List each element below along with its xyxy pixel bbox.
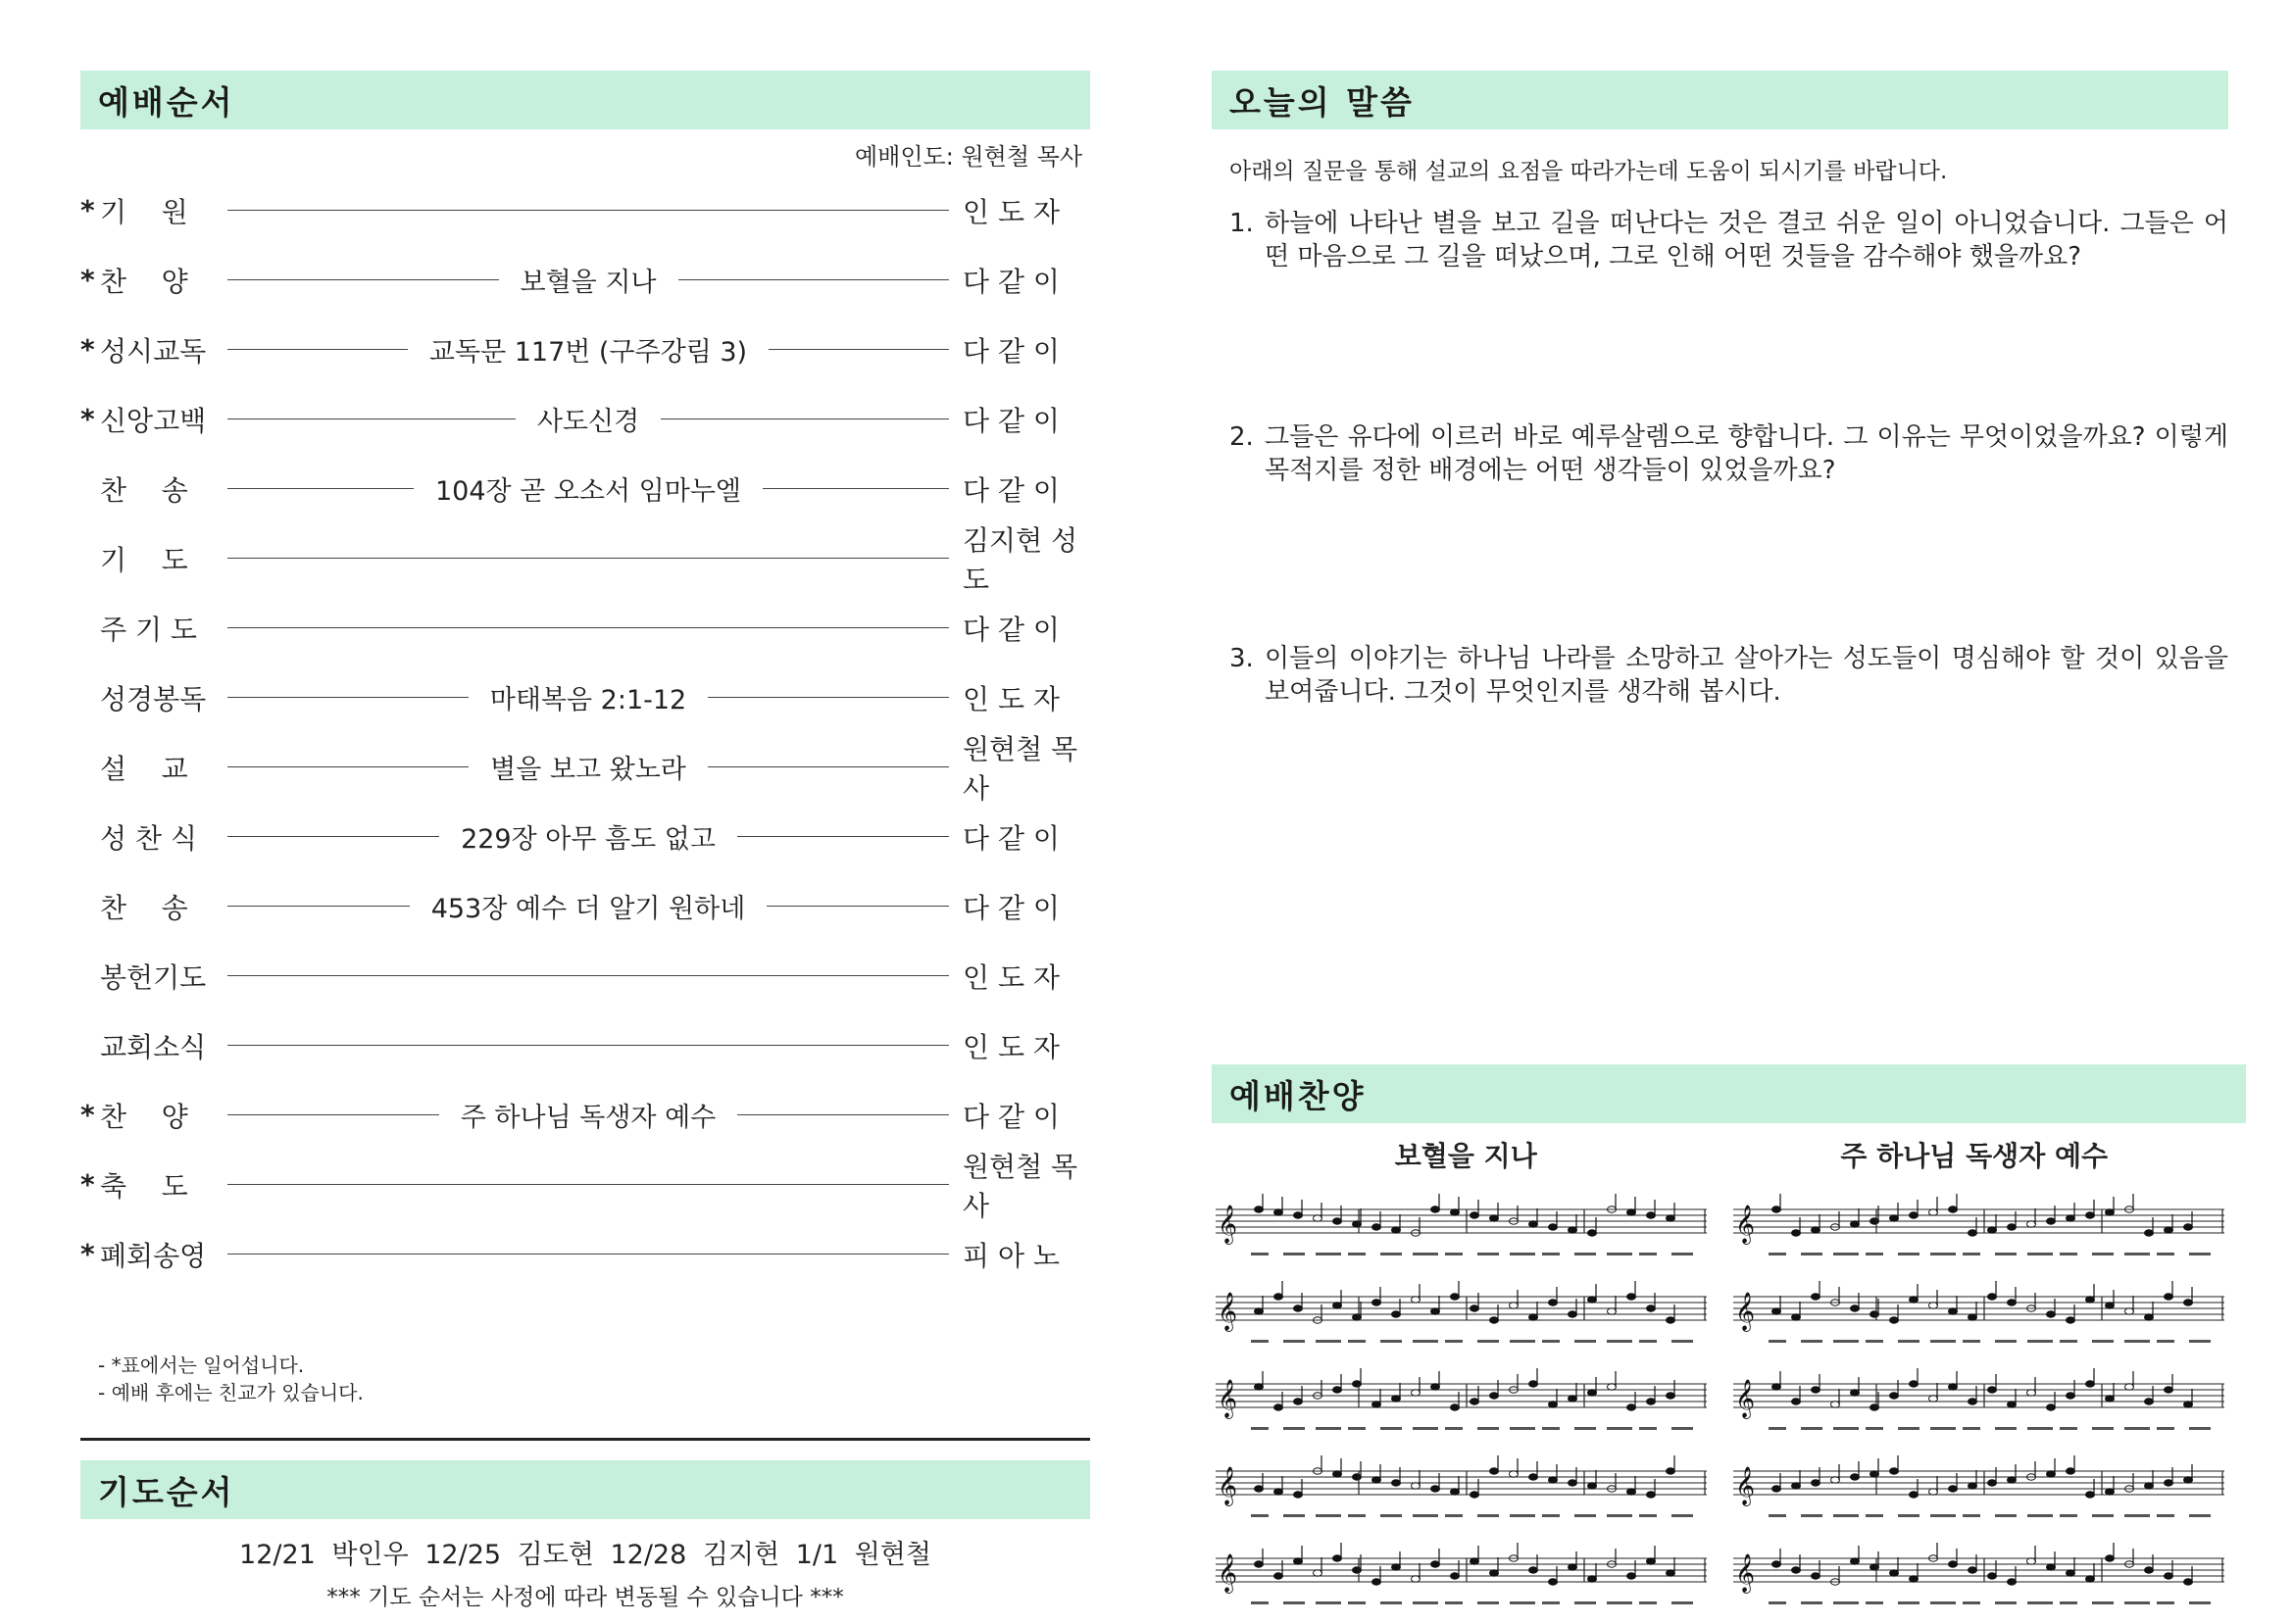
- standing-mark: *: [80, 1238, 95, 1270]
- worship-leader: 예배인도: 원현철 목사: [855, 143, 1082, 171]
- music-staff: [1729, 1537, 2228, 1624]
- treble-clef-icon: 𝄞: [1734, 1205, 1755, 1244]
- section-divider: [80, 1438, 1090, 1441]
- staff-line: [1212, 1275, 1712, 1362]
- order-item-detail: [210, 330, 963, 369]
- standing-mark: *: [80, 403, 95, 435]
- order-item-detail: [210, 975, 963, 976]
- leader-line: [227, 697, 469, 698]
- question-text: 그들은 유다에 이르러 바로 예루살렘으로 향합니다. 그 이유는 무엇이었을까요? 이렇게 목적지를 정한 배경에는 어떤 생각들이 있었을까요?: [1265, 422, 2228, 485]
- order-item-person: 다 같 이: [963, 265, 1060, 298]
- order-row: [80, 1219, 1090, 1289]
- leader-line: [227, 906, 410, 907]
- order-item-content: 사도신경: [536, 407, 640, 437]
- order-item-person: 인 도 자: [963, 195, 1060, 228]
- order-item-label: 폐회송영: [100, 1239, 207, 1272]
- hymn-title-1: 보혈을 지나: [1394, 1140, 1537, 1172]
- music-staff: [1212, 1275, 1711, 1362]
- order-row: [80, 175, 1090, 245]
- order-item-detail: [210, 469, 963, 508]
- leader-line: [227, 766, 469, 767]
- order-row: [80, 523, 1090, 596]
- treble-clef-icon: 𝄞: [1734, 1553, 1755, 1593]
- treble-clef-icon: 𝄞: [1218, 1553, 1238, 1593]
- staff-line: [1729, 1362, 2229, 1450]
- order-item-person: 인 도 자: [963, 682, 1060, 715]
- order-item-person: 다 같 이: [963, 1100, 1060, 1133]
- order-item-label: 성 찬 식: [100, 821, 197, 855]
- order-row: [80, 1150, 1090, 1222]
- order-row: [80, 663, 1090, 732]
- order-item-label: 신앙고백: [100, 404, 207, 437]
- order-row: [80, 1080, 1090, 1150]
- staff-line: [1212, 1450, 1712, 1537]
- question-1: [1229, 207, 2228, 273]
- prayer-order-header: 기도순서: [80, 1460, 1090, 1519]
- order-item-label: 교회소식: [100, 1030, 207, 1063]
- staff-line: [1212, 1537, 1712, 1624]
- order-item-content: 보혈을 지나: [520, 268, 657, 298]
- order-item-label: 찬 양: [100, 1100, 188, 1133]
- order-row: [80, 315, 1090, 384]
- order-item-detail: [210, 261, 963, 299]
- order-item-person: 다 같 이: [963, 891, 1060, 924]
- leader-line: [737, 1114, 949, 1115]
- order-row: [80, 802, 1090, 871]
- leader-line: [227, 836, 439, 837]
- leader-line: [227, 975, 949, 976]
- hymn-title-2: 주 하나님 독생자 예수: [1840, 1140, 2109, 1172]
- leader-line: [227, 418, 516, 419]
- order-item-label: 주 기 도: [100, 613, 197, 646]
- order-item-label: 봉헌기도: [100, 960, 207, 994]
- hymns-header: 예배찬양: [1212, 1064, 2246, 1123]
- order-item-label: 설 교: [100, 752, 188, 785]
- question-number: 3.: [1229, 644, 1254, 673]
- treble-clef-icon: 𝄞: [1218, 1379, 1238, 1418]
- order-item-label: 성경봉독: [100, 682, 207, 715]
- order-item-person: 다 같 이: [963, 473, 1060, 507]
- worship-notes: [80, 1352, 1090, 1406]
- question-number: 1.: [1229, 209, 1254, 238]
- standing-mark: *: [80, 1099, 95, 1131]
- order-item-content: 주 하나님 독생자 예수: [460, 1103, 717, 1133]
- order-row: [80, 941, 1090, 1010]
- leader-line: [708, 766, 949, 767]
- leader-line: [227, 210, 949, 211]
- staff-line: [1729, 1188, 2229, 1275]
- order-item-person: 인 도 자: [963, 1030, 1060, 1063]
- order-item-detail: [210, 1254, 963, 1255]
- staff-line: [1729, 1537, 2229, 1624]
- order-item-person: 원현철 목사: [963, 1150, 1078, 1222]
- order-item-person: 인 도 자: [963, 960, 1060, 994]
- order-item-content: 229장 아무 흠도 없고: [461, 824, 716, 855]
- order-item-content: 교독문 117번 (구주강림 3): [428, 337, 748, 368]
- standing-mark: *: [80, 194, 95, 226]
- order-item-content: 453장 예수 더 알기 원하네: [430, 894, 746, 924]
- sheet-music-1: [1212, 1188, 1712, 1624]
- question-text: 하늘에 나타난 별을 보고 길을 떠난다는 것은 결코 쉬운 일이 아니었습니다. 그들은 어떤 마음으로 그 길을 떠났으며, 그로 인해 어떤 것들을 감수해야 했을까요?: [1265, 209, 2228, 271]
- question-number: 2.: [1229, 422, 1254, 452]
- leader-line: [661, 418, 949, 419]
- order-item-label: 찬 송: [100, 473, 188, 507]
- order-item-label: 기 원: [100, 195, 188, 228]
- treble-clef-icon: 𝄞: [1734, 1292, 1755, 1331]
- note-standing: - *표에서는 일어섭니다.: [98, 1353, 305, 1377]
- music-staff: [1729, 1450, 2228, 1537]
- order-item-label: 축 도: [100, 1169, 188, 1203]
- leader-line: [227, 1114, 439, 1115]
- worship-order-header: 예배순서: [80, 71, 1090, 129]
- staff-line: [1729, 1275, 2229, 1362]
- sheet-music-2: [1729, 1188, 2229, 1624]
- staff-line: [1212, 1188, 1712, 1275]
- treble-clef-icon: 𝄞: [1218, 1205, 1238, 1244]
- leader-line: [227, 279, 499, 280]
- order-item-detail: [210, 748, 963, 786]
- music-staff: [1729, 1188, 2228, 1275]
- leader-line: [763, 488, 949, 489]
- standing-mark: *: [80, 333, 95, 366]
- sermon-header: 오늘의 말씀: [1212, 71, 2228, 129]
- order-item-label: 찬 양: [100, 265, 188, 298]
- leader-line: [227, 1045, 949, 1046]
- leader-line: [767, 906, 949, 907]
- order-item-label: 성시교독: [100, 334, 207, 368]
- order-item-label: 기 도: [100, 543, 188, 576]
- order-item-person: 다 같 이: [963, 404, 1060, 437]
- music-staff: [1729, 1275, 2228, 1362]
- leader-line: [227, 349, 408, 350]
- order-row: [80, 384, 1090, 454]
- leader-line: [678, 279, 950, 280]
- order-item-detail: [210, 817, 963, 856]
- order-item-content: 104장 곧 오소서 임마누엘: [434, 476, 742, 507]
- treble-clef-icon: 𝄞: [1218, 1292, 1238, 1331]
- order-item-detail: [210, 678, 963, 716]
- staff-line: [1212, 1362, 1712, 1450]
- order-item-detail: [210, 1045, 963, 1046]
- music-staff: [1212, 1188, 1711, 1275]
- order-item-person: 다 같 이: [963, 334, 1060, 368]
- question-3: [1229, 642, 2228, 709]
- order-row: [80, 1010, 1090, 1080]
- order-item-detail: [210, 400, 963, 438]
- order-row: [80, 871, 1090, 941]
- note-fellowship: - 예배 후에는 친교가 있습니다.: [98, 1381, 364, 1404]
- order-row: [80, 593, 1090, 663]
- right-column: [1212, 71, 2228, 1599]
- standing-mark: *: [80, 264, 95, 296]
- order-item-person: 다 같 이: [963, 821, 1060, 855]
- order-row: [80, 454, 1090, 523]
- leader-line: [227, 558, 949, 559]
- prayer-schedule: 12/21 박인우 12/25 김도현 12/28 김지현 1/1 원현철: [239, 1540, 931, 1570]
- staff-line: [1729, 1450, 2229, 1537]
- worship-order-list: [80, 175, 1090, 1289]
- order-row: [80, 245, 1090, 315]
- order-item-detail: [210, 627, 963, 628]
- order-item-detail: [210, 1096, 963, 1134]
- order-item-person: 김지현 성도: [963, 523, 1078, 596]
- leader-line: [737, 836, 949, 837]
- leader-line: [708, 697, 949, 698]
- order-item-content: 별을 보고 왔노라: [490, 755, 686, 785]
- order-item-detail: [210, 210, 963, 211]
- leader-line: [227, 1184, 949, 1185]
- leader-line: [227, 1254, 949, 1255]
- order-item-person: 다 같 이: [963, 613, 1060, 646]
- order-item-person: 피 아 노: [963, 1239, 1060, 1272]
- question-text: 이들의 이야기는 하나님 나라를 소망하고 살아가는 성도들이 명심해야 할 것이 있음을 보여줍니다. 그것이 무엇인지를 생각해 봅시다.: [1265, 644, 2228, 707]
- left-column: [80, 71, 1090, 1611]
- leader-line: [769, 349, 949, 350]
- order-row: [80, 732, 1090, 805]
- question-2: [1229, 420, 2228, 487]
- order-item-detail: [210, 558, 963, 559]
- order-item-label: 찬 송: [100, 891, 188, 924]
- order-item-detail: [210, 887, 963, 925]
- music-staff: [1212, 1362, 1711, 1450]
- standing-mark: *: [80, 1168, 95, 1201]
- sermon-intro: 아래의 질문을 통해 설교의 요점을 따라가는데 도움이 되시기를 바랍니다.: [1229, 159, 1948, 184]
- music-staff: [1729, 1362, 2228, 1450]
- hymn-titles: [1212, 1135, 2228, 1174]
- order-item-person: 원현철 목사: [963, 732, 1078, 805]
- treble-clef-icon: 𝄞: [1734, 1466, 1755, 1505]
- order-item-detail: [210, 1184, 963, 1185]
- music-staff: [1212, 1450, 1711, 1537]
- music-staff: [1212, 1537, 1711, 1624]
- leader-line: [227, 488, 414, 489]
- leader-line: [227, 627, 949, 628]
- hymn-scores: [1212, 1188, 2228, 1624]
- order-item-content: 마태복음 2:1-12: [489, 685, 687, 715]
- treble-clef-icon: 𝄞: [1734, 1379, 1755, 1418]
- prayer-note: *** 기도 순서는 사정에 따라 변동될 수 있습니다 ***: [326, 1585, 844, 1610]
- treble-clef-icon: 𝄞: [1218, 1466, 1238, 1505]
